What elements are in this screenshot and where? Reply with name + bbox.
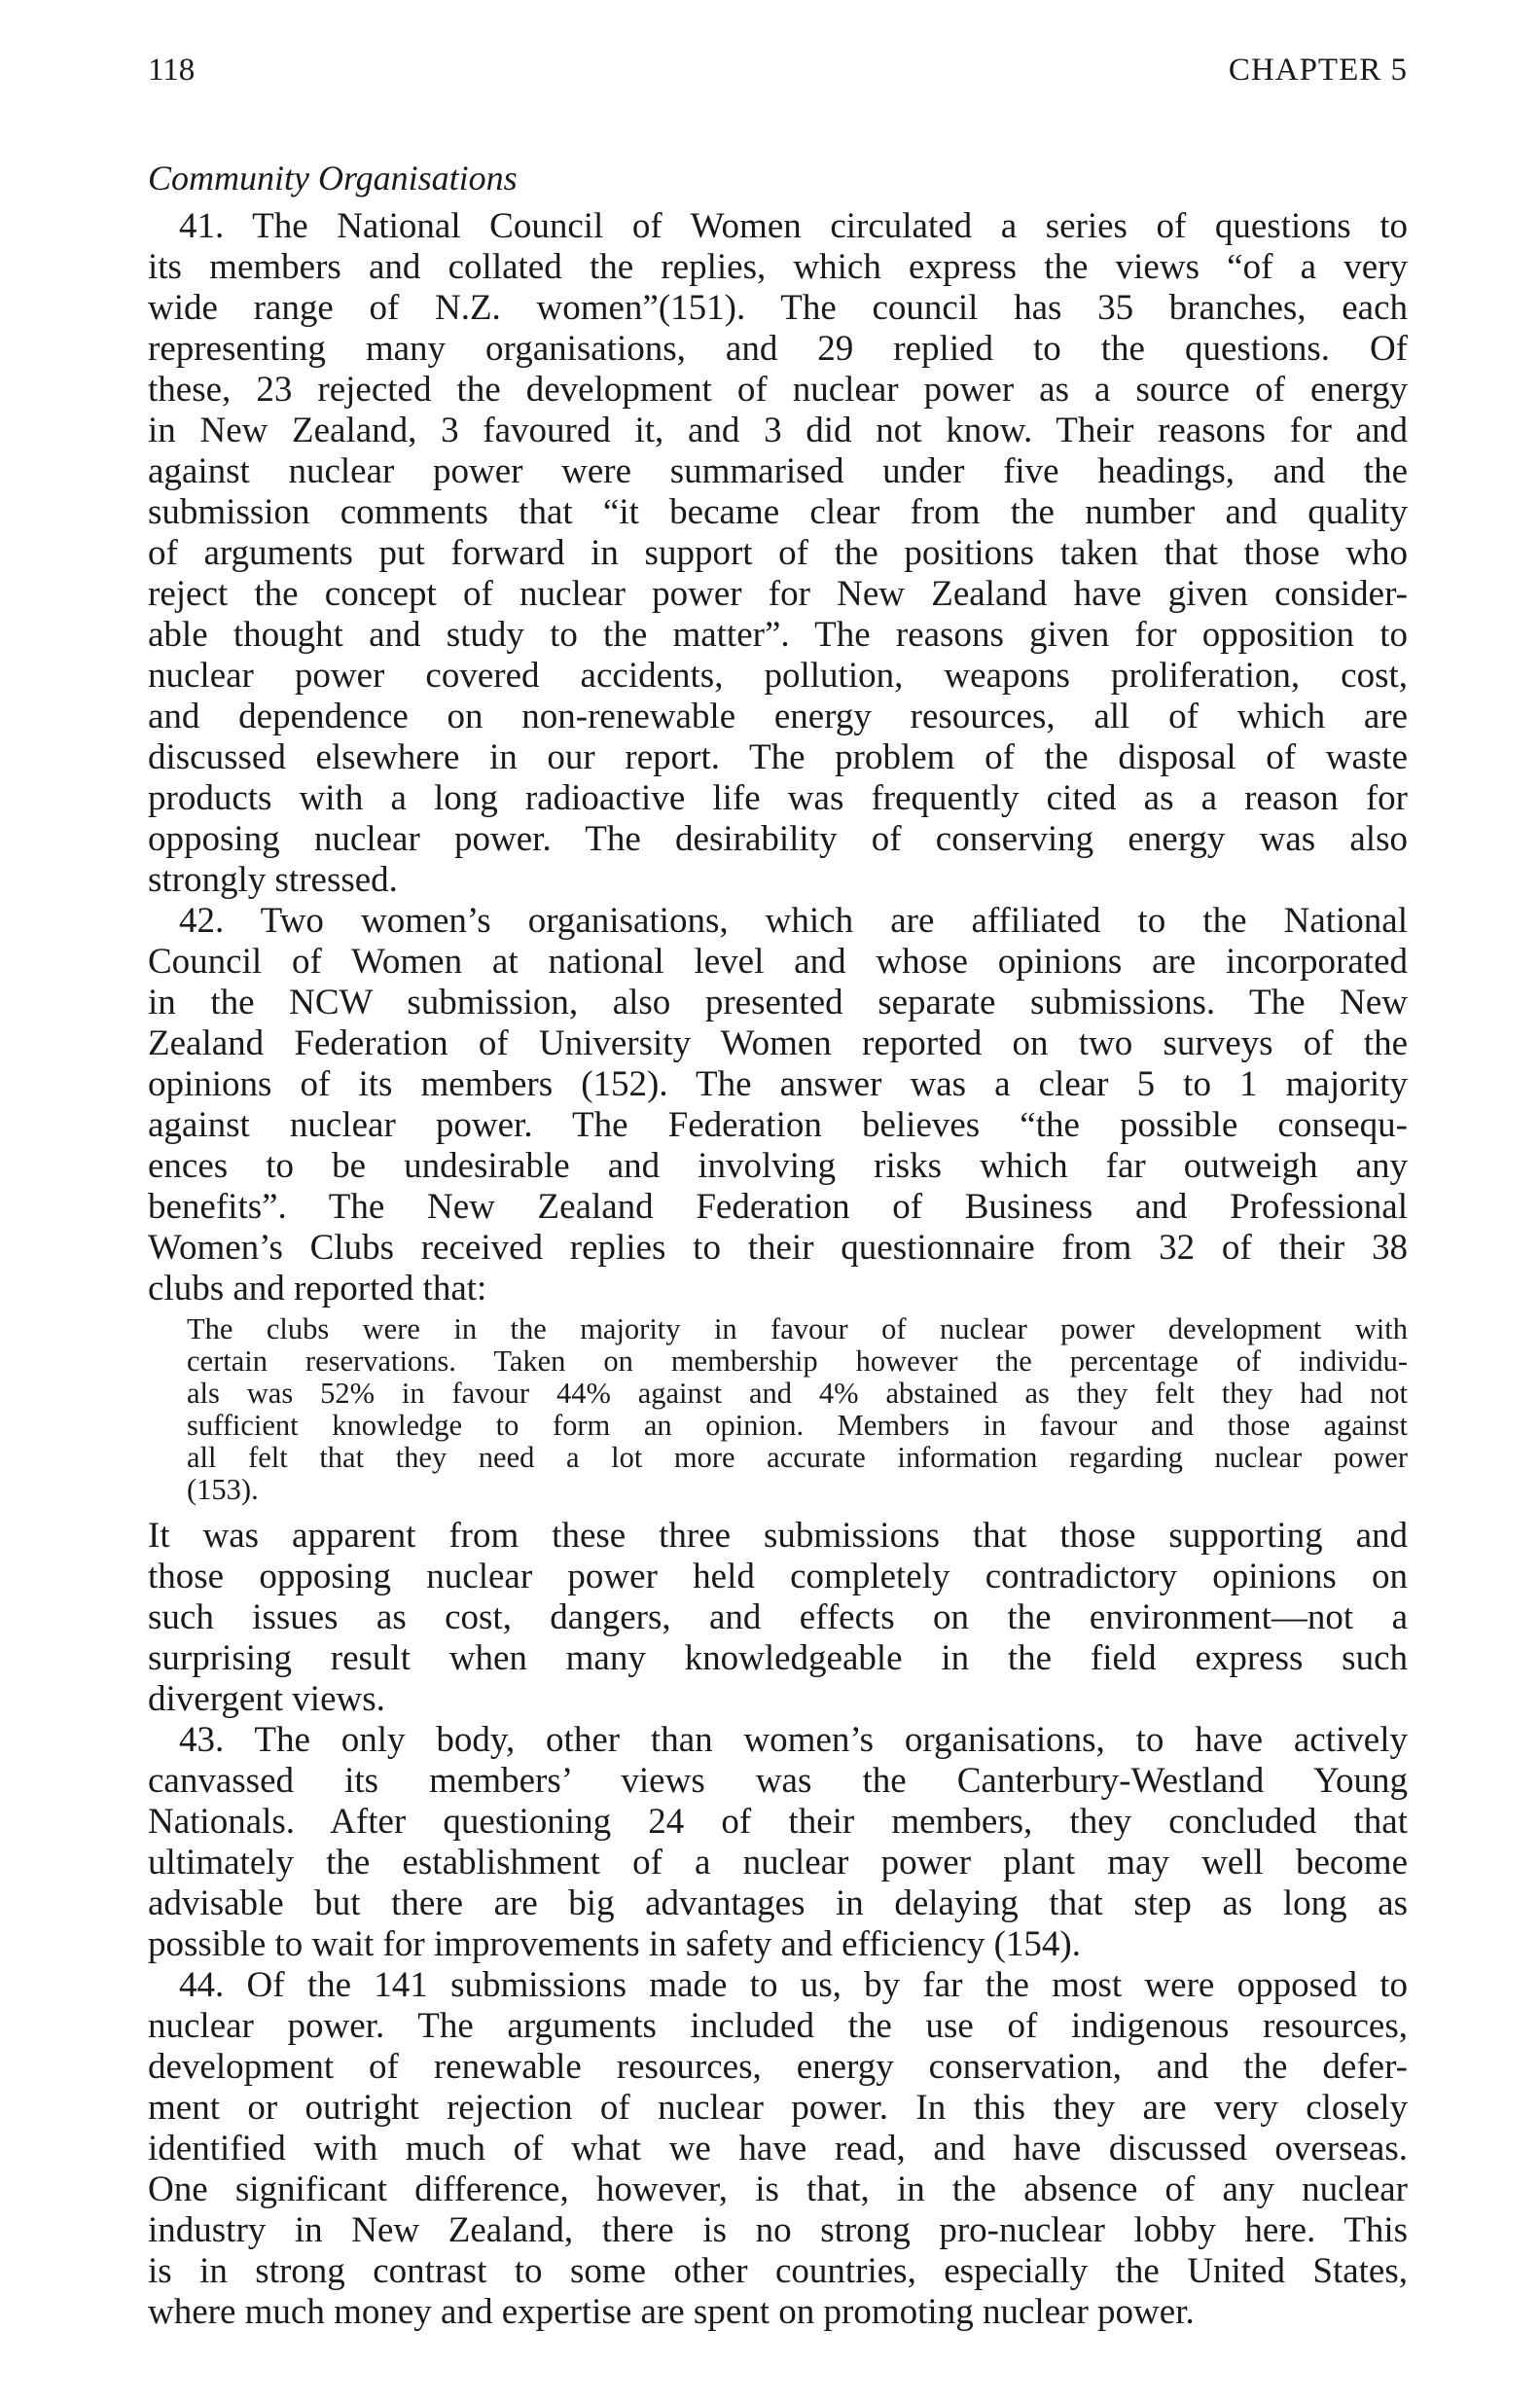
text-line: 44. Of the 141 submissions made to us, by far the most were opposed to bbox=[179, 1965, 1408, 2005]
text-line: It was apparent from these three submissions that those supporting and bbox=[148, 1516, 1408, 1556]
paragraph bbox=[148, 901, 1408, 1309]
paragraph bbox=[148, 1965, 1408, 2333]
text-line: sufficient knowledge to form an opinion. Members in favour and those against bbox=[187, 1409, 1408, 1442]
text-line: strongly stressed. bbox=[148, 860, 398, 900]
section-heading: Community Organisations bbox=[148, 159, 518, 197]
text-line: opinions of its members (152). The answer was a clear 5 to 1 majority bbox=[148, 1064, 1408, 1104]
text-line: ultimately the establishment of a nuclear power plant may well become bbox=[148, 1843, 1408, 1882]
page-number: 118 bbox=[148, 53, 196, 88]
text-line: ment or outright rejection of nuclear power. In this they are very closely bbox=[148, 2088, 1408, 2128]
text-line: advisable but there are big advantages in delaying that step as long as bbox=[148, 1883, 1408, 1923]
chapter-label: CHAPTER 5 bbox=[1228, 53, 1408, 88]
text-line: is in strong contrast to some other countries, especially the United States, bbox=[148, 2251, 1408, 2291]
text-line: Zealand Federation of University Women reported on two surveys of the bbox=[148, 1023, 1408, 1063]
text-line: against nuclear power. The Federation believes “the possible consequ- bbox=[148, 1105, 1408, 1145]
text-line: and dependence on non-renewable energy resources, all of which are bbox=[148, 697, 1408, 736]
text-line: these, 23 rejected the development of nuclear power as a source of energy bbox=[148, 370, 1408, 410]
text-line: (153). bbox=[187, 1473, 259, 1506]
text-line: benefits”. The New Zealand Federation of Business and Professional bbox=[148, 1187, 1408, 1227]
text-line: surprising result when many knowledgeable in the field express such bbox=[148, 1638, 1408, 1678]
text-line: where much money and expertise are spent on promoting nuclear power. bbox=[148, 2292, 1195, 2332]
text-line: all felt that they need a lot more accurate information regarding nuclear power bbox=[187, 1441, 1408, 1474]
text-line: possible to wait for improvements in safety and efficiency (154). bbox=[148, 1924, 1082, 1964]
text-line: able thought and study to the matter”. The reasons given for opposition to bbox=[148, 615, 1408, 655]
text-line: against nuclear power were summarised under five headings, and the bbox=[148, 451, 1408, 491]
text-line: submission comments that “it became clear from the number and quality bbox=[148, 492, 1408, 532]
text-line: 42. Two women’s organisations, which are affiliated to the National bbox=[179, 901, 1408, 941]
text-line: in the NCW submission, also presented separate submissions. The New bbox=[148, 983, 1408, 1022]
text-line: nuclear power. The arguments included the use of indigenous resources, bbox=[148, 2006, 1408, 2046]
text-line: divergent views. bbox=[148, 1679, 385, 1719]
text-line: ences to be undesirable and involving risks which far outweigh any bbox=[148, 1146, 1408, 1186]
text-line: 41. The National Council of Women circulated a series of questions to bbox=[179, 206, 1408, 246]
text-line: als was 52% in favour 44% against and 4% abstained as they felt they had not bbox=[187, 1377, 1408, 1410]
text-line: opposing nuclear power. The desirability of conserving energy was also bbox=[148, 819, 1408, 859]
text-line: Council of Women at national level and whose opinions are incorporated bbox=[148, 942, 1408, 982]
text-line: The clubs were in the majority in favour of nuclear power development with bbox=[187, 1312, 1408, 1345]
text-line: 43. The only body, other than women’s organisations, to have actively bbox=[179, 1720, 1408, 1760]
body-text bbox=[148, 156, 1408, 2333]
text-line: Women’s Clubs received replies to their questionnaire from 32 of their 38 bbox=[148, 1228, 1408, 1268]
text-line: discussed elsewhere in our report. The problem of the disposal of waste bbox=[148, 737, 1408, 777]
text-line: representing many organisations, and 29 replied to the questions. Of bbox=[148, 329, 1408, 369]
text-line: its members and collated the replies, which express the views “of a very bbox=[148, 247, 1408, 287]
text-line: clubs and reported that: bbox=[148, 1269, 487, 1309]
text-line: wide range of N.Z. women”(151). The council has 35 branches, each bbox=[148, 288, 1408, 328]
text-line: certain reservations. Taken on membership however the percentage of individu- bbox=[187, 1344, 1408, 1378]
paragraph bbox=[148, 1720, 1408, 1965]
block-quote bbox=[187, 1313, 1408, 1506]
text-line: nuclear power covered accidents, pollution, weapons proliferation, cost, bbox=[148, 656, 1408, 696]
text-line: in New Zealand, 3 favoured it, and 3 did not know. Their reasons for and bbox=[148, 411, 1408, 450]
text-line: of arguments put forward in support of the positions taken that those who bbox=[148, 533, 1408, 573]
text-line: identified with much of what we have read, and have discussed overseas. bbox=[148, 2129, 1408, 2169]
text-line: canvassed its members’ views was the Canterbury-Westland Young bbox=[148, 1761, 1408, 1801]
paragraph bbox=[148, 1516, 1408, 1720]
text-line: such issues as cost, dangers, and effects on the environment—not a bbox=[148, 1597, 1408, 1637]
paragraph bbox=[148, 206, 1408, 901]
text-line: development of renewable resources, energy conservation, and the defer- bbox=[148, 2047, 1408, 2087]
text-line: industry in New Zealand, there is no strong pro-nuclear lobby here. This bbox=[148, 2210, 1408, 2250]
text-line: One significant difference, however, is that, in the absence of any nuclear bbox=[148, 2169, 1408, 2209]
text-line: products with a long radioactive life was frequently cited as a reason for bbox=[148, 778, 1408, 818]
text-line: reject the concept of nuclear power for New Zealand have given consider- bbox=[148, 574, 1408, 614]
text-line: those opposing nuclear power held completely contradictory opinions on bbox=[148, 1557, 1408, 1596]
text-line: Nationals. After questioning 24 of their members, they concluded that bbox=[148, 1802, 1408, 1842]
